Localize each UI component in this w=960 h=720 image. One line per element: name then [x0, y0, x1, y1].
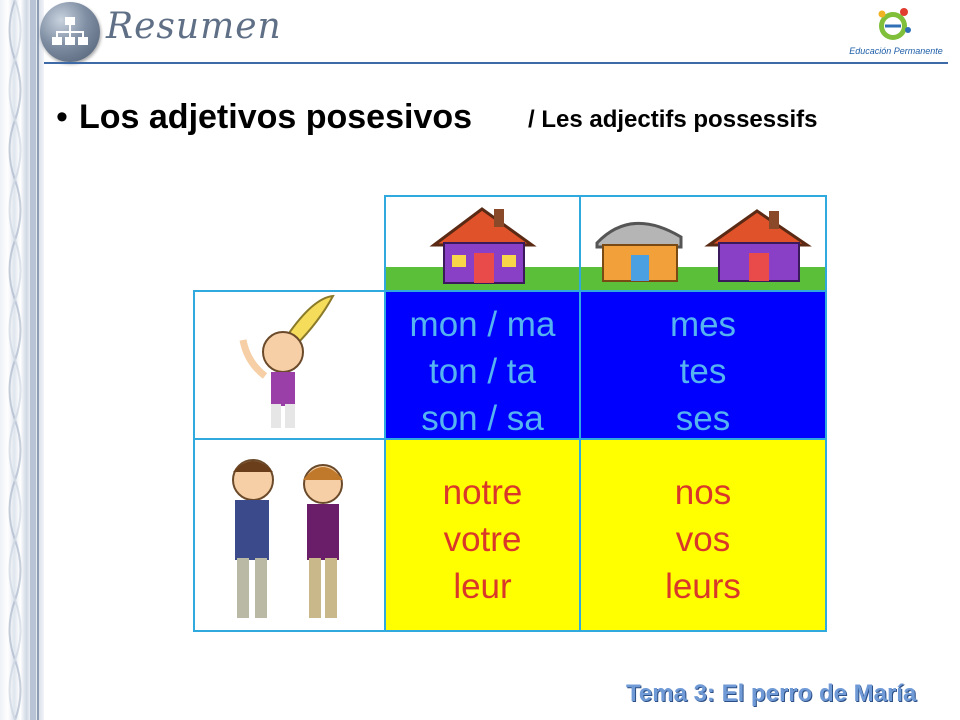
header-two-houses-cell [579, 195, 827, 292]
boy-illustration [195, 292, 384, 438]
possessive-word: mon / ma [409, 305, 556, 344]
singular-single-possession-cell [384, 290, 581, 440]
two-people-illustration [195, 440, 384, 630]
possessive-word: votre [443, 520, 522, 559]
singular-owner-cell [193, 290, 386, 440]
logo-label: Educación Permanente [849, 46, 943, 56]
slide-subtitle: / Les adjectifs possessifs [528, 106, 818, 133]
possessive-word: leur [453, 567, 512, 606]
bullet-point: • [56, 98, 68, 136]
swirl-ornament [4, 0, 26, 720]
plural-plural-possession-cell [579, 438, 827, 632]
possessive-word: leurs [665, 567, 741, 606]
slide-title: Los adjetivos posesivos [79, 98, 473, 136]
possessive-word: mes [669, 305, 737, 344]
singular-plural-possession-cell [579, 290, 827, 440]
possessive-word: ses [675, 399, 731, 438]
rail-edge-line [37, 0, 39, 720]
plural-single-possession-cell [384, 438, 581, 632]
possessive-word: ton / ta [428, 352, 537, 391]
footer-topic: Tema 3: El perro de María [626, 680, 917, 707]
plural-owner-cell [193, 438, 386, 632]
possessive-word: notre [442, 473, 523, 512]
header-divider [44, 62, 948, 64]
possessive-word: nos [674, 473, 732, 512]
section-title: Resumen [106, 6, 282, 47]
possessive-word: vos [675, 520, 731, 559]
possessive-word: tes [679, 352, 727, 391]
possessive-word: son / sa [421, 399, 544, 438]
header-one-house-cell [384, 195, 581, 292]
house-illustration [386, 197, 579, 290]
rail-edge [30, 0, 36, 720]
sitemap-icon [40, 2, 100, 62]
houses-illustration [581, 197, 825, 290]
